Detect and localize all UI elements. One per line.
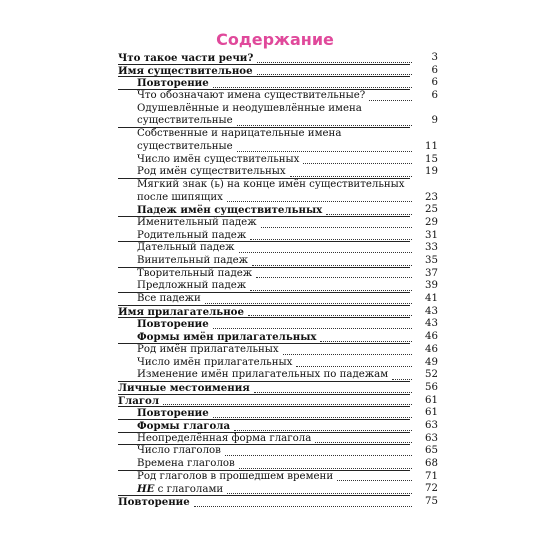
dot-leader (213, 75, 412, 88)
toc-entry-title: Родительный падеж (137, 229, 247, 241)
toc-entry-title: Повторение (137, 77, 209, 90)
toc-entry-title: НЕ с глаголами (137, 483, 224, 496)
toc-entry-title: существительные (137, 115, 233, 127)
toc-entry-title: Имя прилагательное (118, 305, 244, 318)
toc-entry-title: существительные (137, 140, 233, 152)
toc-entry-title: Число имён существительных (137, 153, 300, 165)
dot-leader (250, 228, 412, 241)
toc-entry-title: Собственные и нарицательные имена (137, 128, 342, 140)
dot-leader (237, 139, 412, 152)
toc-page-number: 33 (425, 242, 438, 254)
dot-leader (315, 431, 412, 444)
toc-page-number: 3 (431, 52, 438, 63)
toc-entry-title: Имя существительное (118, 64, 253, 77)
dot-leader (239, 240, 412, 253)
dot-leader (225, 443, 412, 456)
toc-entry-title: Изменение имён прилагательных по падежам (137, 369, 389, 381)
toc-entry-title: Винительный падеж (137, 255, 249, 266)
dot-leader (227, 481, 412, 494)
dot-leader (257, 50, 412, 63)
toc-entry-title: Род имён прилагательных (137, 343, 279, 355)
toc-entry[interactable] (118, 166, 438, 179)
toc-entry-title: Формы имён прилагательных (137, 331, 317, 344)
toc-entry[interactable] (118, 496, 438, 509)
toc-entry-title: Число имён прилагательных (137, 356, 293, 368)
toc-page-number: 39 (425, 280, 438, 292)
dot-leader (256, 266, 412, 279)
toc-page-number: 31 (425, 229, 438, 241)
toc-entry-title: Повторение (137, 318, 209, 331)
toc-entry-title: Одушевлённые и неодушевлённые имена (137, 102, 362, 114)
toc-page-number: 43 (425, 305, 438, 317)
dot-leader (163, 393, 412, 406)
dot-leader (248, 304, 412, 317)
dot-leader (254, 380, 412, 393)
toc-page-number: 56 (425, 381, 438, 393)
toc-entry[interactable] (118, 357, 438, 370)
dot-leader (296, 355, 412, 368)
toc-entry-title: Падеж имён существительных (137, 204, 323, 217)
toc-entry-title: Мягкий знак (ь) на конце имён существительных (137, 178, 405, 190)
toc-entry-title: Предложный падеж (137, 280, 247, 292)
dot-leader (205, 291, 412, 304)
toc-page-number: 23 (425, 191, 438, 203)
toc-entry-title: Род имён существительных (137, 166, 286, 178)
toc-entry-title: Что такое части речи? (118, 52, 254, 64)
toc-page-number: 25 (425, 204, 438, 216)
toc-entry[interactable] (118, 90, 438, 103)
toc-page-number: 75 (425, 496, 438, 508)
toc-list (118, 52, 438, 509)
toc-entry-title: Что обозначают имена существительные? (137, 90, 366, 102)
toc-page-number: 19 (425, 166, 438, 178)
dot-leader (213, 316, 412, 329)
dot-leader (326, 202, 412, 215)
dot-leader (250, 278, 412, 291)
dot-leader (227, 190, 412, 203)
toc-entry-title: после шипящих (137, 191, 223, 203)
toc-entry-title: Повторение (118, 496, 190, 509)
dot-leader (239, 456, 412, 469)
toc-entry-title: Дательный падеж (137, 242, 235, 254)
dot-leader (237, 113, 412, 126)
toc-entry-title: Неопределённая форма глагола (137, 432, 312, 444)
toc-entry[interactable] (118, 115, 438, 128)
toc-page-number: 49 (425, 356, 438, 368)
dot-leader (337, 469, 412, 482)
toc-page-number: 65 (425, 445, 438, 457)
dot-leader (252, 253, 412, 266)
dot-leader (283, 342, 412, 355)
dot-leader (303, 152, 412, 165)
toc-page-number: 43 (425, 318, 438, 330)
toc-page-number: 61 (425, 407, 438, 419)
toc-page-number: 46 (425, 343, 438, 355)
toc-entry-title: Формы глагола (137, 419, 231, 432)
toc-page-number: 29 (425, 216, 438, 228)
toc-page-number: 35 (425, 255, 438, 266)
dot-leader (261, 215, 412, 228)
toc-page-number: 6 (431, 77, 438, 89)
toc-page-number: 71 (425, 470, 438, 482)
toc-page-number: 15 (425, 153, 438, 165)
toc-page-number: 72 (425, 483, 438, 495)
toc-entry-title: Все падежи (137, 293, 201, 305)
dot-leader (369, 88, 412, 101)
toc-page-number: 37 (425, 267, 438, 279)
toc-page-number: 11 (425, 140, 438, 152)
toc-entry-title: Именительный падеж (137, 216, 257, 228)
page-title: Содержание (216, 30, 334, 49)
toc-page-number: 63 (425, 432, 438, 444)
toc-page-number: 6 (431, 90, 438, 102)
dot-leader (320, 329, 412, 342)
toc-page-number: 61 (425, 394, 438, 406)
toc-page-number: 46 (425, 331, 438, 343)
dot-leader (213, 405, 412, 418)
toc-page-number: 6 (431, 64, 438, 76)
dot-leader (290, 164, 412, 177)
toc-entry-title: Личные местоимения (118, 381, 250, 394)
toc-page-number: 63 (425, 419, 438, 431)
toc-page-number: 41 (425, 293, 438, 305)
toc-entry-title: Времена глаголов (137, 458, 235, 469)
toc-page-number: 68 (425, 458, 438, 469)
toc-entry-title: Повторение (137, 407, 209, 420)
toc-entry-title: Творительный падеж (137, 267, 253, 279)
toc-entry-title: Число глаголов (137, 445, 221, 457)
dot-leader (257, 63, 412, 76)
toc-page-number: 52 (425, 369, 438, 381)
toc-page-number: 9 (431, 115, 438, 127)
dot-leader (392, 367, 412, 380)
dot-leader (234, 418, 412, 431)
toc-entry-title: Род глаголов в прошедшем времени (137, 470, 334, 482)
dot-leader (194, 494, 412, 507)
toc-entry-title: Глагол (118, 394, 160, 407)
